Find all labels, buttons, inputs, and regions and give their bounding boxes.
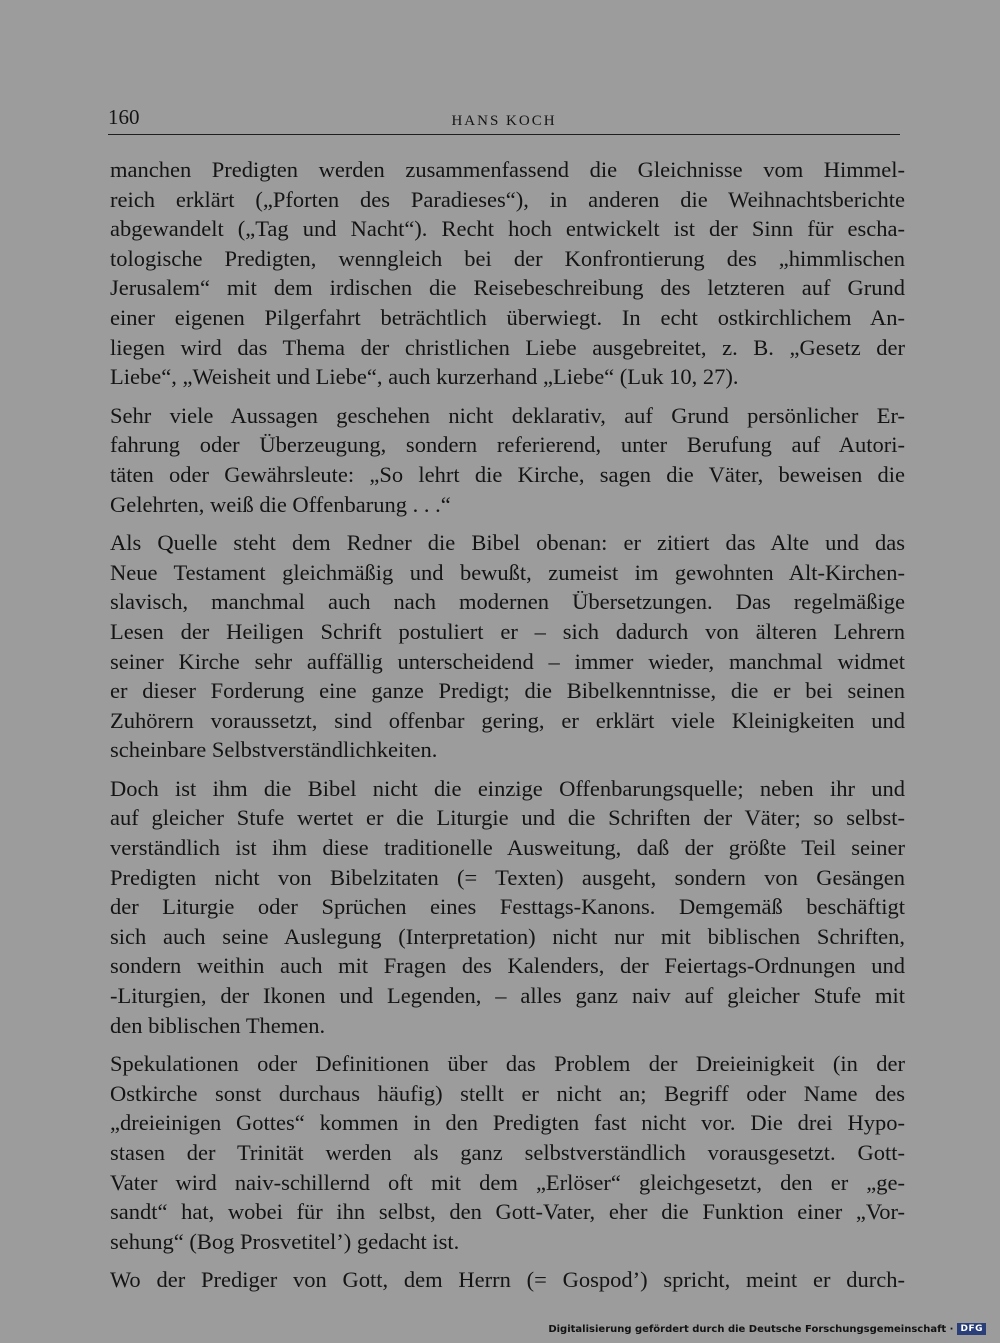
text-line: stasen der Trinität werden als ganz selbstverständlich vorausgesetzt. Gott- — [110, 1140, 905, 1165]
text-line: manchen Predigten werden zusammenfassend die Gleichnisse vom Himmel- — [110, 157, 905, 182]
text-line: Jerusalem“ mit dem irdischen die Reisebeschreibung des letzteren auf Grund — [110, 275, 905, 301]
text-line: Wo der Prediger von Gott, dem Herrn (= Gospod’) spricht, meint er durch- — [110, 1267, 905, 1293]
paragraph — [110, 1049, 905, 1256]
paragraph — [110, 528, 905, 765]
text-line: slavisch, manchmal auch nach modernen Übersetzungen. Das regelmäßige — [110, 589, 905, 615]
text-line: Als Quelle steht dem Redner die Bibel obenan: er zitiert das Alte und das — [110, 530, 905, 556]
text-line: Ostkirche sonst durchaus häufig) stellt er nicht an; Begriff oder Name des — [110, 1080, 905, 1106]
text-line: scheinbare Selbstverständlichkeiten. — [110, 737, 438, 763]
text-line: Spekulationen oder Definitionen über das Problem der Dreieinigkeit (in der — [110, 1051, 905, 1077]
paragraph — [110, 774, 905, 1040]
text-line: sandt“ hat, wobei für ihn selbst, den Gott-Vater, eher die Funktion einer „Vor- — [110, 1199, 905, 1225]
body-text — [110, 155, 905, 1304]
text-line: auf gleicher Stufe wertet er die Liturgie und die Schriften der Väter; so selbst- — [110, 805, 905, 831]
text-line: er dieser Forderung eine ganze Predigt; die Bibelkenntnisse, die er bei seinen — [110, 678, 905, 704]
text-line: Zuhörern voraussetzt, sind offenbar gering, er erklärt viele Kleinigkeiten und — [110, 707, 905, 733]
dfg-logo: DFG — [957, 1323, 986, 1335]
paragraph — [110, 1265, 905, 1295]
text-line: Predigten nicht von Bibelzitaten (= Texten) ausgeht, sondern von Gesängen — [110, 864, 905, 890]
text-line: tologische Predigten, wenngleich bei der Konfrontierung des „himmlischen — [110, 245, 905, 271]
running-head: HANS KOCH — [451, 113, 557, 129]
text-line: den biblischen Themen. — [110, 1012, 326, 1038]
text-line: reich erklärt („Pforten des Paradieses“), in anderen die Weihnachtsberichte — [110, 186, 905, 212]
text-line: Sehr viele Aussagen geschehen nicht deklarativ, auf Grund persönlicher Er- — [110, 402, 905, 428]
text-line: täten oder Gewährsleute: „So lehrt die Kirche, sagen die Väter, beweisen die — [110, 461, 905, 487]
text-line: verständlich ist ihm diese traditionelle Ausweitung, daß der größte Teil seiner — [110, 835, 905, 861]
page-number: 160 — [108, 105, 140, 129]
text-line: -Liturgien, der Ikonen und Legenden, – alles ganz naiv auf gleicher Stufe mit — [110, 983, 905, 1009]
text-line: Lesen der Heiligen Schrift postuliert er – sich dadurch von älteren Lehrern — [110, 618, 905, 644]
text-line: seiner Kirche sehr auffällig unterscheidend – immer wieder, manchmal widmet — [110, 648, 905, 674]
text-line: sondern weithin auch mit Fragen des Kalenders, der Feiertags-Ordnungen und — [110, 953, 905, 979]
text-line: Neue Testament gleichmäßig und bewußt, zumeist im gewohnten Alt-Kirchen- — [110, 559, 905, 585]
page-header — [108, 104, 900, 135]
digitization-footer — [548, 1321, 986, 1337]
text-line: Gelehrten, weiß die Offenbarung . . .“ — [110, 491, 451, 517]
text-line: fahrung oder Überzeugung, sondern referierend, unter Berufung auf Autori- — [110, 432, 905, 458]
text-line: sehung“ (Bog Prosvetitel’) gedacht ist. — [110, 1228, 460, 1254]
text-line: Liebe“, „Weisheit und Liebe“, auch kurzerhand „Liebe“ (Luk 10, 27). — [110, 364, 739, 390]
paragraph — [110, 401, 905, 519]
text-line: Vater wird naiv-schillernd oft mit dem „Erlöser“ gleichgesetzt, den er „ge- — [110, 1169, 905, 1195]
text-line: der Liturgie oder Sprüchen eines Festtags-Kanons. Demgemäß beschäftigt — [110, 894, 905, 920]
text-line: abgewandelt („Tag und Nacht“). Recht hoch entwickelt ist der Sinn für escha- — [110, 216, 905, 242]
text-line: „dreieinigen Gottes“ kommen in den Predigten fast nicht vor. Die drei Hypo- — [110, 1110, 905, 1136]
digitization-credit: Digitalisierung gefördert durch die Deutsche Forschungsgemeinschaft · — [548, 1323, 954, 1335]
text-line: einer eigenen Pilgerfahrt beträchtlich überwiegt. In echt ostkirchlichem An- — [110, 304, 905, 330]
paragraph — [110, 155, 905, 392]
text-line: liegen wird das Thema der christlichen Liebe ausgebreitet, z. B. „Gesetz der — [110, 334, 905, 360]
text-line: sich auch seine Auslegung (Interpretation) nicht nur mit biblischen Schriften, — [110, 923, 905, 949]
text-line: Doch ist ihm die Bibel nicht die einzige Offenbarungsquelle; neben ihr und — [110, 775, 905, 801]
